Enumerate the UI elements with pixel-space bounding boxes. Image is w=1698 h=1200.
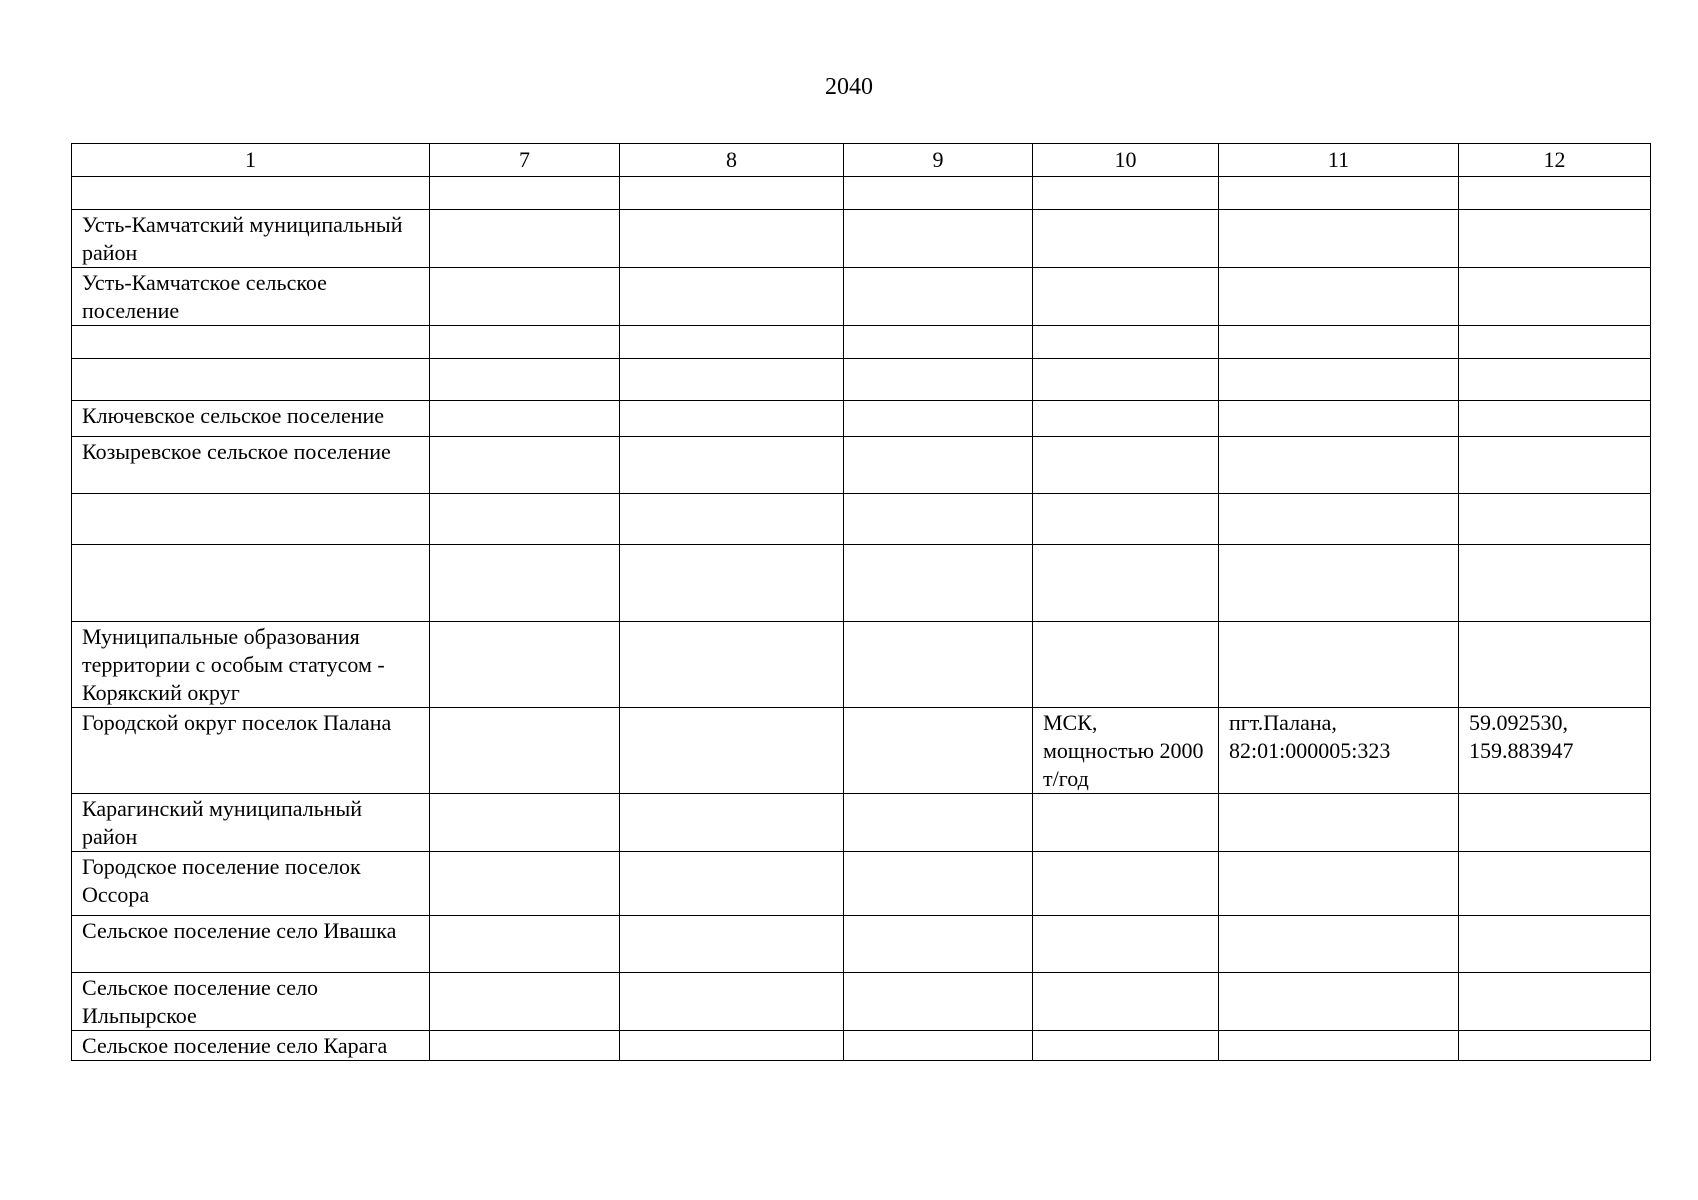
- table-cell: [1033, 177, 1219, 210]
- page-number: 2040: [825, 74, 873, 100]
- table-cell: [620, 401, 844, 437]
- table-cell: [1219, 437, 1459, 494]
- table-cell: [844, 401, 1033, 437]
- table-row: [72, 494, 1651, 545]
- table-cell: [1459, 437, 1651, 494]
- table-cell: Городской округ поселок Палана: [72, 708, 430, 794]
- table-cell: [1459, 494, 1651, 545]
- table-cell: [72, 545, 430, 622]
- table-cell: [844, 268, 1033, 326]
- table-cell: [620, 268, 844, 326]
- table-cell: [1219, 326, 1459, 359]
- table-cell: [620, 916, 844, 973]
- table-cell: Муниципальные образования территории с особым статусом - Корякский округ: [72, 622, 430, 708]
- table-cell: [620, 437, 844, 494]
- table-row: [72, 973, 1651, 1031]
- table-cell: [620, 1031, 844, 1061]
- table-cell: [430, 494, 620, 545]
- table-cell: [430, 359, 620, 401]
- table-cell: [844, 973, 1033, 1031]
- table-cell: [72, 359, 430, 401]
- table-header: [72, 144, 1651, 177]
- table-cell: [1033, 359, 1219, 401]
- table-cell: [844, 708, 1033, 794]
- column-header: 9: [844, 144, 1033, 177]
- table-cell: [844, 437, 1033, 494]
- table-cell: [844, 622, 1033, 708]
- table-cell: [1033, 437, 1219, 494]
- table-cell: Усть-Камчатское сельское поселение: [72, 268, 430, 326]
- table-cell: [1459, 359, 1651, 401]
- table-row: [72, 916, 1651, 973]
- column-header: 12: [1459, 144, 1651, 177]
- table-cell: [620, 326, 844, 359]
- table-cell: Усть-Камчатский муниципальный район: [72, 210, 430, 268]
- table-cell: [1033, 794, 1219, 852]
- table-row: [72, 1031, 1651, 1061]
- table-cell: [844, 177, 1033, 210]
- table-cell: [1033, 852, 1219, 916]
- table-cell: [430, 1031, 620, 1061]
- table-cell: [1033, 210, 1219, 268]
- table-row: [72, 359, 1651, 401]
- table-cell: [620, 545, 844, 622]
- table-row: [72, 401, 1651, 437]
- table-cell: [1459, 268, 1651, 326]
- table-cell: [620, 177, 844, 210]
- table-cell: [430, 794, 620, 852]
- header-row: [72, 144, 1651, 177]
- table-cell: [430, 210, 620, 268]
- table-cell: [620, 708, 844, 794]
- table-cell: [844, 359, 1033, 401]
- table-cell: [620, 622, 844, 708]
- data-table: [71, 143, 1651, 1061]
- table-cell: [1219, 794, 1459, 852]
- table-body: [72, 177, 1651, 1061]
- table-cell: [844, 545, 1033, 622]
- table-cell: [1219, 916, 1459, 973]
- table-row: [72, 177, 1651, 210]
- table-cell: Городское поселение поселок Оссора: [72, 852, 430, 916]
- table-cell: [1219, 177, 1459, 210]
- table-cell: [1219, 545, 1459, 622]
- table-cell: [620, 852, 844, 916]
- table-cell: [844, 494, 1033, 545]
- table-cell: [430, 177, 620, 210]
- table-cell: [1033, 268, 1219, 326]
- table-cell: [620, 210, 844, 268]
- table-cell: [620, 794, 844, 852]
- table-row: [72, 210, 1651, 268]
- table-cell: [72, 177, 430, 210]
- table-cell: [844, 1031, 1033, 1061]
- table-cell: Ключевское сельское поселение: [72, 401, 430, 437]
- table-cell: [1459, 545, 1651, 622]
- table-cell: [844, 210, 1033, 268]
- table-row: [72, 326, 1651, 359]
- table-cell: [1219, 622, 1459, 708]
- table-row: [72, 708, 1651, 794]
- table-cell: [844, 326, 1033, 359]
- table-cell: [1033, 326, 1219, 359]
- table-cell: [1459, 622, 1651, 708]
- table-cell: [1459, 326, 1651, 359]
- table-cell: МСК, мощностью 2000 т/год: [1033, 708, 1219, 794]
- table-cell: [844, 852, 1033, 916]
- table-row: [72, 437, 1651, 494]
- table-cell: [430, 437, 620, 494]
- column-header: 11: [1219, 144, 1459, 177]
- table-cell: [1219, 973, 1459, 1031]
- table-cell: [844, 794, 1033, 852]
- table-row: [72, 268, 1651, 326]
- table-cell: [1459, 852, 1651, 916]
- table-cell: 59.092530, 159.883947: [1459, 708, 1651, 794]
- table-cell: [1459, 794, 1651, 852]
- table-cell: [430, 545, 620, 622]
- table-cell: [620, 359, 844, 401]
- table-cell: [72, 494, 430, 545]
- table-cell: [1033, 916, 1219, 973]
- table-cell: [1219, 210, 1459, 268]
- table-row: [72, 622, 1651, 708]
- table-row: [72, 852, 1651, 916]
- table-cell: [430, 708, 620, 794]
- table-cell: Сельское поселение село Карага: [72, 1031, 430, 1061]
- table-cell: [430, 401, 620, 437]
- table-cell: Козыревское сельское поселение: [72, 437, 430, 494]
- table-cell: [1033, 545, 1219, 622]
- table-cell: [1219, 401, 1459, 437]
- table-cell: [1459, 177, 1651, 210]
- table-cell: [430, 916, 620, 973]
- table-cell: [1033, 494, 1219, 545]
- table-cell: [1219, 494, 1459, 545]
- table-cell: [1459, 916, 1651, 973]
- table-cell: Сельское поселение село Ильпырское: [72, 973, 430, 1031]
- column-header: 7: [430, 144, 620, 177]
- column-header: 10: [1033, 144, 1219, 177]
- table-cell: [1459, 973, 1651, 1031]
- table-cell: [1219, 359, 1459, 401]
- table-cell: [1219, 852, 1459, 916]
- table-cell: [1459, 210, 1651, 268]
- table-cell: [1219, 268, 1459, 326]
- table-cell: [844, 916, 1033, 973]
- table-cell: [72, 326, 430, 359]
- table-cell: [1033, 1031, 1219, 1061]
- table-cell: [1219, 1031, 1459, 1061]
- column-header: 8: [620, 144, 844, 177]
- table-cell: [430, 326, 620, 359]
- table-cell: Карагинский муниципальный район: [72, 794, 430, 852]
- table-cell: [430, 268, 620, 326]
- table-row: [72, 545, 1651, 622]
- table-cell: [430, 973, 620, 1031]
- table-cell: [1459, 401, 1651, 437]
- table-cell: [620, 973, 844, 1031]
- table-cell: Сельское поселение село Ивашка: [72, 916, 430, 973]
- table-cell: [1033, 622, 1219, 708]
- table-cell: [430, 622, 620, 708]
- table-row: [72, 794, 1651, 852]
- table-cell: [620, 494, 844, 545]
- table-cell: пгт.Палана, 82:01:000005:323: [1219, 708, 1459, 794]
- table-cell: [1033, 973, 1219, 1031]
- table-cell: [430, 852, 620, 916]
- table-cell: [1459, 1031, 1651, 1061]
- column-header: 1: [72, 144, 430, 177]
- table-cell: [1033, 401, 1219, 437]
